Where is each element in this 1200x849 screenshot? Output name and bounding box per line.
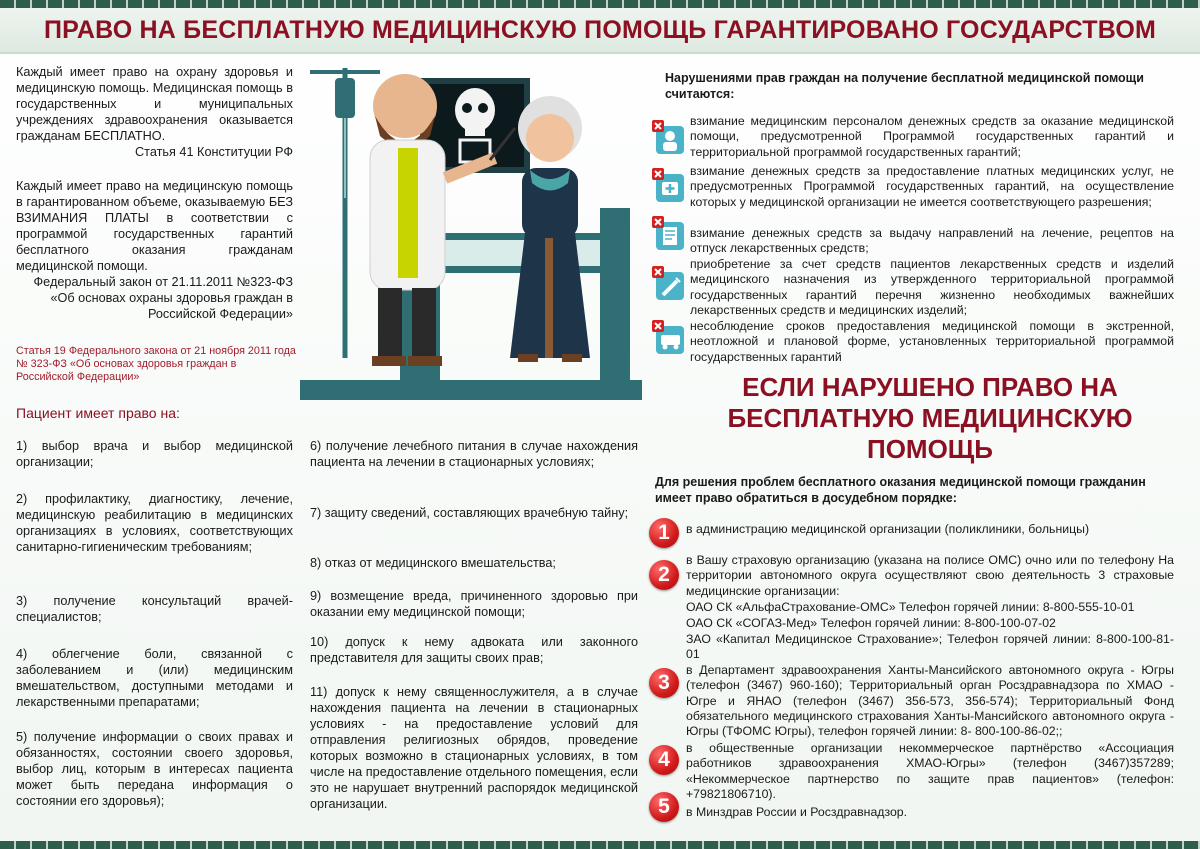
action-intro: Для решения проблем бесплатного оказания медицинской помощи гражданин имеет право обратиться в досудебном порядке:: [655, 475, 1146, 505]
violation-item-5: несоблюдение сроков предоставления медицинской помощи в экстренной, неотложной и плановой форме, установленных территориальной программой государственных гарантий: [690, 319, 1174, 364]
top-border: [0, 0, 1200, 8]
rights-heading: Пациент имеет право на:: [16, 405, 180, 421]
action-title: ЕСЛИ НАРУШЕНО ПРАВО НА БЕСПЛАТНУЮ МЕДИЦИНСКУЮ ПОМОЩЬ: [727, 372, 1133, 464]
violation-icon-5: [652, 320, 686, 354]
step-text-4: в общественные организации некоммерческое партнёрство «Ассоциация работников здравоохранения ХМАО-Югры» (телефон (3467)357289; «Некоммерческое партнерство по защите прав пациентов» (телефон: +79821806710).: [686, 741, 1174, 801]
violation-item-3: взимание денежных средств за выдачу направлений на лечение, рецептов на отпуск лекарственных средств;: [690, 226, 1174, 256]
violation-icon-3: [652, 216, 686, 250]
doctor-icon: [652, 120, 686, 154]
violation-item-2: взимание денежных средств за предоставление платных медицинских услуг, не предусмотренных Программой государственных гарантий, на осуществление которых у медицинской организации не имеется соответствующего разрешения;: [690, 164, 1174, 209]
step-text-1: в администрацию медицинской организации (поликлиники, больницы): [686, 522, 1090, 536]
prescription-icon: [652, 216, 686, 250]
step-badge-3: 3: [649, 668, 679, 698]
violations-heading: Нарушениями прав граждан на получение бесплатной медицинской помощи считаются:: [665, 71, 1144, 101]
right-item-5: 5) получение информации о своих правах и обязанностях, состоянии своего здоровья, выбор лиц, которым в интересах пациента может быть передана информация о состоянии его здоровья);: [16, 730, 293, 808]
right-item-10: 10) допуск к нему адвоката или законного представителя для защиты своих прав;: [310, 635, 638, 665]
bottom-border: [0, 841, 1200, 849]
page-title: ПРАВО НА БЕСПЛАТНУЮ МЕДИЦИНСКУЮ ПОМОЩЬ ГАРАНТИРОВАНО ГОСУДАРСТВОМ: [43, 15, 1157, 44]
article-reference: Статья 19 Федерального закона от 21 ноября 2011 года № 323-ФЗ «Об основах здоровья граждан в Российской Федерации»: [16, 345, 296, 383]
right-item-9: 9) возмещение вреда, причиненного здоровью при оказании ему медицинской помощи;: [310, 589, 638, 619]
first-aid-kit-icon: [652, 168, 686, 202]
step-text-5: в Минздрав России и Росздравнадзор.: [686, 805, 908, 819]
right-item-7: 7) защиту сведений, составляющих врачебную тайну;: [310, 506, 629, 520]
insurer-1: ОАО СК «АльфаСтрахование-ОМС» Телефон горячей линии: 8-800-555-10-01: [686, 600, 1135, 614]
violation-item-4: приобретение за счет средств пациентов лекарственных средств и изделий медицинского назначения из утвержденного территориальной программой государственных гарантий перечня жизненно необходимых важнейших лекарственных средств и медицинских изделий;: [690, 257, 1174, 317]
right-item-2: 2) профилактику, диагностику, лечение, медицинскую реабилитацию в медицинских организациях в условиях, соответствующих санитарно-гигиеническим требованиям;: [16, 492, 293, 554]
step-badge-2: 2: [649, 560, 679, 590]
violation-item-1: взимание медицинским персоналом денежных средств за оказание медицинской помощи, предусмотренной Программой государственных гарантий и территориальной программой государственных гарантий;: [690, 114, 1174, 159]
federal-law-quote: Каждый имеет право на медицинскую помощь в гарантированном объеме, оказываемую БЕЗ ВЗИМАНИЯ ПЛАТЫ в соответствии с программой государственных гарантий бесплатного оказания гражданам медицинской помощи.: [16, 179, 293, 273]
right-item-11: 11) допуск к нему священнослужителя, а в случае нахождения пациента на лечении в стационарных условиях - на предоставление условий для отправления религиозных обрядов, проведение которых возможно в стационарных условиях, в том числе на предоставление отдельного помещения, если это не нарушает внутренний распорядок медицинской организации.: [310, 685, 638, 811]
step-text-3: в Департамент здравоохранения Ханты-Мансийского автономного округа - Югры (телефон (3467) 960-160); Территориальный орган Росздравнадзора по ХМАО - Югре и ЯНАО (телефон (3467) 356-573, 356-574); Территориальный Фонд обязательного медицинского страхования Ханты-Мансийского автономного округа - Югры (ТФОМС Югры), телефон горячей линии: 8- 800-100-86-02;;: [686, 663, 1174, 739]
federal-law-source: Федеральный закон от 21.11.2011 №323-ФЗ «Об основах охраны здоровья граждан в Российской Федерации»: [33, 275, 293, 321]
constitution-quote: Каждый имеет право на охрану здоровья и медицинскую помощь. Медицинская помощь в государственных и муниципальных учреждениях здравоохранения оказывается гражданам БЕСПЛАТНО.: [16, 65, 293, 143]
constitution-source: Статья 41 Конституции РФ: [135, 145, 293, 159]
insurer-2: ОАО СК «СОГАЗ-Мед» Телефон горячей линии: 8-800-100-07-02: [686, 616, 1056, 630]
doctor-patient-illustration: [300, 58, 642, 418]
ambulance-icon: [652, 320, 686, 354]
step-text-2: в Вашу страховую организацию (указана на полисе ОМС) очно или по телефону На территории автономного округа осуществляют свою деятельность 3 страховые медицинские организации:: [686, 553, 1174, 598]
step-badge-4: 4: [649, 745, 679, 775]
violation-icon-1: [652, 120, 686, 154]
step-badge-5: 5: [649, 792, 679, 822]
syringe-icon: [652, 266, 686, 300]
step-badge-1: 1: [649, 518, 679, 548]
right-item-8: 8) отказ от медицинского вмешательства;: [310, 556, 556, 570]
violation-icon-2: [652, 168, 686, 202]
right-item-1: 1) выбор врача и выбор медицинской организации;: [16, 439, 293, 469]
right-item-4: 4) облегчение боли, связанной с заболеванием и (или) медицинским вмешательством, доступными методами и лекарственными препаратами;: [16, 647, 293, 709]
insurer-3: ЗАО «Капитал Медицинское Страхование»; Телефон горячей линии: 8-800-100-81-01: [686, 632, 1174, 662]
header-banner: [0, 8, 1200, 54]
violation-icon-4: [652, 266, 686, 300]
right-item-3: 3) получение консультаций врачей-специалистов;: [16, 594, 293, 624]
right-item-6: 6) получение лечебного питания в случае нахождения пациента на лечении в стационарных условиях;: [310, 439, 638, 469]
